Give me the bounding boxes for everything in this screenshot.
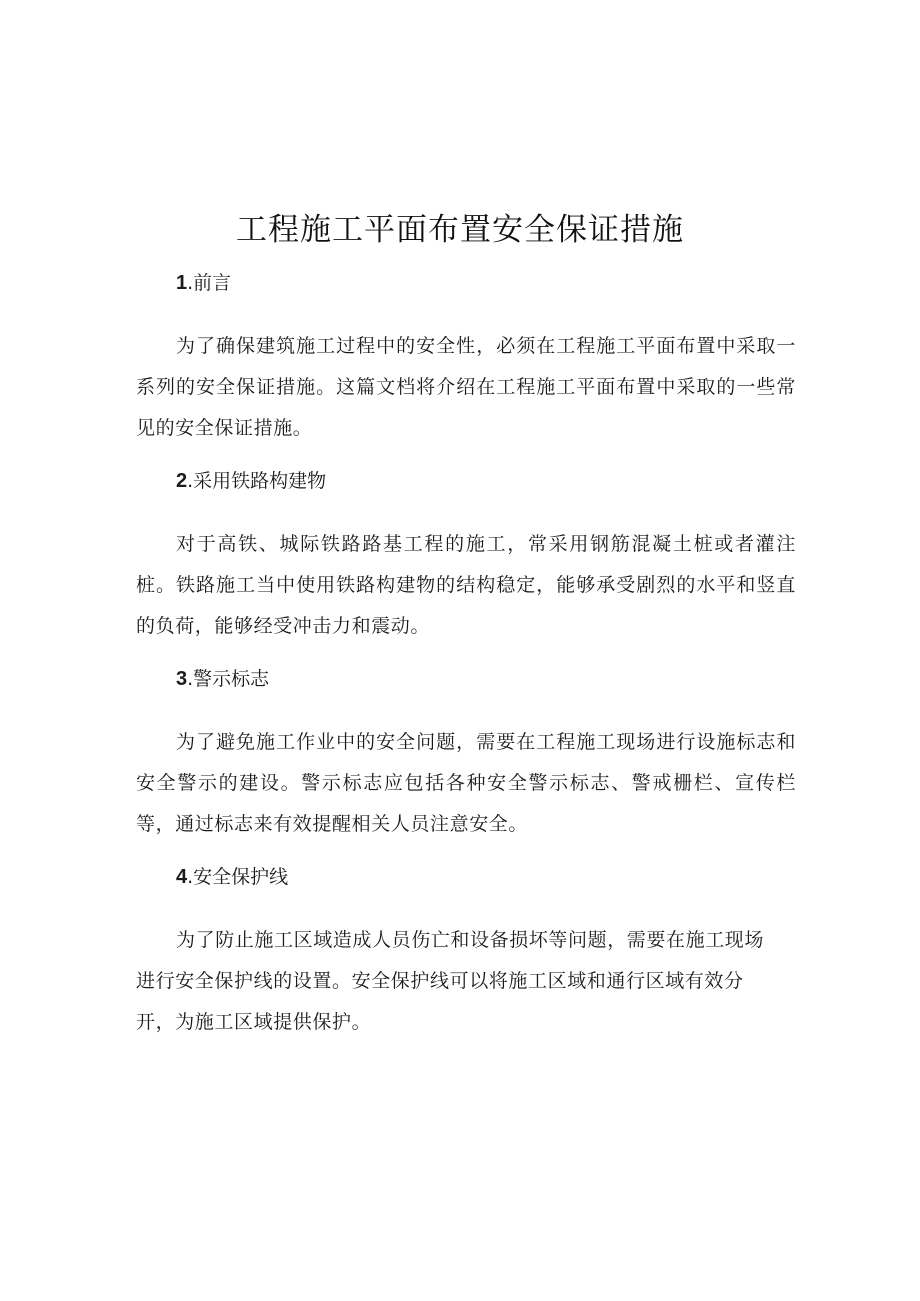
section-body: 为了避免施工作业中的安全问题，需要在工程施工现场进行设施标志和安全警示的建设。警示标志应包括各种安全警示标志、警戒栅栏、宣传栏等，通过标志来有效提醒相关人员注意安全。 bbox=[136, 731, 796, 835]
section-heading bbox=[136, 862, 796, 892]
section-heading bbox=[136, 664, 796, 694]
section-warning-signs bbox=[136, 664, 796, 845]
section-number: 3 bbox=[176, 668, 188, 690]
section-body: 为了确保建筑施工过程中的安全性，必须在工程施工平面布置中采取一系列的安全保证措施。这篇文档将介绍在工程施工平面布置中采取的一些常见的安全保证措施。 bbox=[136, 335, 796, 439]
section-heading-text: .安全保护线 bbox=[187, 866, 289, 888]
section-body: 对于高铁、城际铁路路基工程的施工，常采用钢筋混凝土桩或者灌注桩。铁路施工当中使用铁路构建物的结构稳定，能够承受剧烈的水平和竖直的负荷，能够经受冲击力和震动。 bbox=[136, 533, 796, 637]
section-body: 为了防止施工区域造成人员伤亡和设备损坏等问题，需要在施工现场进行安全保护线的设置。安全保护线可以将施工区域和通行区域有效分开，为施工区域提供保护。 bbox=[136, 929, 765, 1033]
section-heading-text: .警示标志 bbox=[187, 668, 270, 690]
document-title: 工程施工平面布置安全保证措施 bbox=[236, 212, 684, 248]
section-number: 4 bbox=[176, 866, 188, 888]
section-number: 2 bbox=[176, 470, 188, 492]
section-number: 1 bbox=[176, 272, 188, 294]
section-railway-structures bbox=[136, 466, 796, 647]
section-heading bbox=[136, 268, 796, 298]
section-heading-text: .前言 bbox=[187, 272, 232, 294]
section-safety-line bbox=[136, 862, 796, 1043]
section-foreword bbox=[136, 268, 796, 449]
section-heading bbox=[136, 466, 796, 496]
section-heading-text: .采用铁路构建物 bbox=[187, 470, 327, 492]
